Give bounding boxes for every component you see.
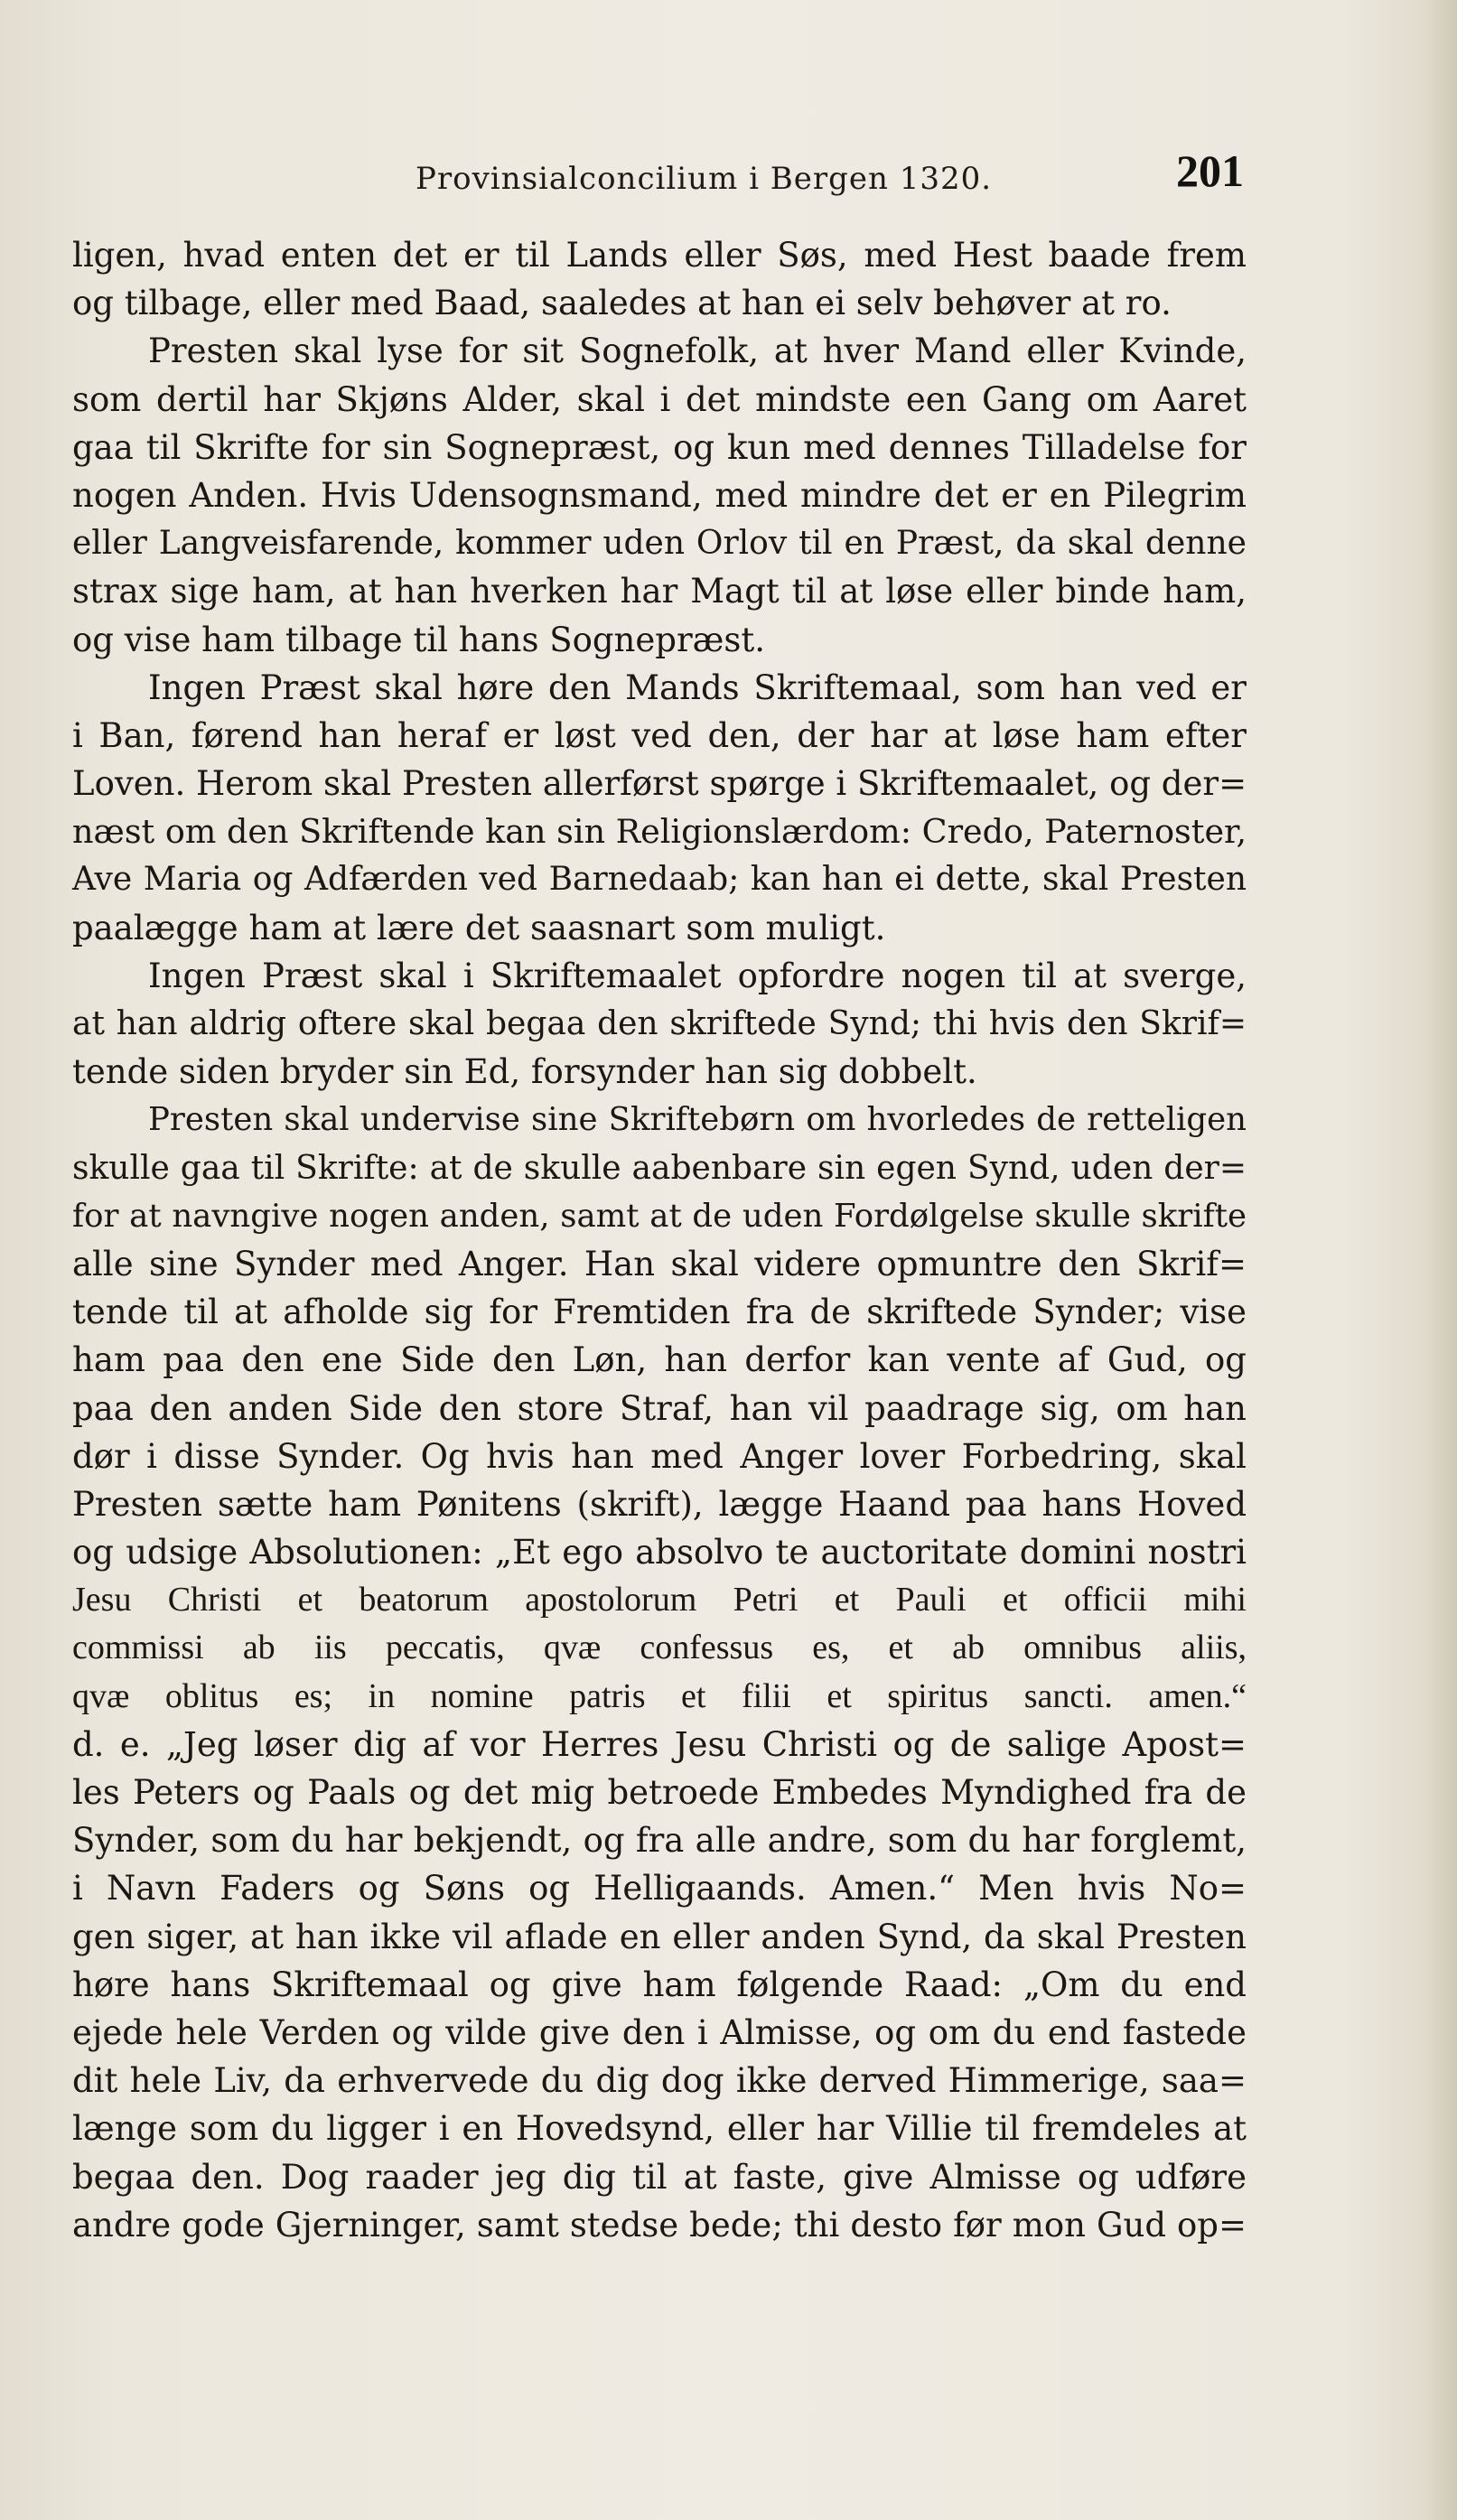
text-line: længe som du ligger i en Hovedsynd, eller har Villie til fremdeles at xyxy=(72,2109,1247,2149)
text-line: Synder, som du har bekjendt, og fra alle andre, som du har forglemt, xyxy=(72,1821,1247,1861)
text-line: alle sine Synder med Anger. Han skal videre opmuntre den Skrif= xyxy=(72,1244,1247,1283)
text-line: tende siden bryder sin Ed, forsynder han sig dobbelt. xyxy=(72,1052,977,1092)
latin-text-line: commissi ab iis peccatis, qvæ confessus es, et ab omnibus aliis, xyxy=(72,1629,1247,1667)
text-line: Ave Maria og Adfærden ved Barnedaab; kan han ei dette, skal Presten xyxy=(72,861,1247,899)
text-line: ham paa den ene Side den Løn, han derfor kan vente af Gud, og xyxy=(72,1340,1247,1380)
text-line: gaa til Skrifte for sin Sognepræst, og kun med dennes Tilladelse for xyxy=(72,427,1247,467)
page-header xyxy=(72,135,1247,208)
text-line: og udsige Absolutionen: „Et ego absolvo te auctoritate domini nostri xyxy=(72,1533,1247,1573)
text-line: paa den anden Side den store Straf, han vil paadrage sig, om han xyxy=(72,1388,1247,1428)
text-line: les Peters og Paals og det mig betroede Embedes Myndighed fra de xyxy=(72,1773,1247,1812)
body-text xyxy=(72,231,1247,2249)
text-line: og tilbage, eller med Baad, saaledes at han ei selv behøver at ro. xyxy=(72,284,1172,323)
text-line: paalægge ham at lære det saasnart som muligt. xyxy=(72,908,886,947)
page-edge-shadow xyxy=(1421,0,1457,2520)
latin-text-line: qvæ oblitus es; in nomine patris et filii et spiritus sancti. amen.“ xyxy=(72,1676,1247,1715)
text-line: strax sige ham, at han hverken har Magt til at løse eller binde ham, xyxy=(72,572,1247,611)
text-line: Presten skal lyse for sit Sognefolk, at hver Mand eller Kvinde, xyxy=(148,331,1247,371)
text-line: ligen, hvad enten det er til Lands eller Søs, med Hest baade frem xyxy=(72,236,1247,275)
latin-text-line: Jesu Christi et beatorum apostolorum Petri et Pauli et officii mihi xyxy=(72,1581,1247,1619)
text-line: d. e. „Jeg løser dig af vor Herres Jesu Christi og de salige Apost= xyxy=(72,1724,1247,1764)
text-line: og vise ham tilbage til hans Sognepræst. xyxy=(72,620,766,659)
text-line: dit hele Liv, da erhvervede du dig dog ikke derved Himmerige, saa= xyxy=(72,2061,1247,2101)
text-line: som dertil har Skjøns Alder, skal i det mindste een Gang om Aaret xyxy=(72,379,1247,419)
text-line: Presten skal undervise sine Skriftebørn om hvorledes de retteligen xyxy=(148,1101,1247,1139)
running-head: Provinsialconcilium i Bergen 1320. xyxy=(416,161,993,197)
text-line: i Navn Faders og Søns og Helligaands. Amen.“ Men hvis No= xyxy=(72,1869,1247,1909)
text-line: dør i disse Synder. Og hvis han med Anger lover Forbedring, skal xyxy=(72,1436,1247,1476)
text-line: at han aldrig oftere skal begaa den skriftede Synd; thi hvis den Skrif= xyxy=(72,1005,1247,1042)
text-line: gen siger, at han ikke vil aflade en eller anden Synd, da skal Presten xyxy=(72,1917,1247,1956)
page-number: 201 xyxy=(1176,145,1244,196)
text-line: ejede hele Verden og vilde give den i Almisse, og om du end fastede xyxy=(72,2012,1247,2052)
text-line: for at navngive nogen anden, samt at de uden Fordølgelse skulle skrifte xyxy=(72,1197,1247,1235)
text-line: Ingen Præst skal høre den Mands Skriftemaal, som han ved er xyxy=(148,667,1247,707)
text-line: nogen Anden. Hvis Udensognsmand, med mindre det er en Pilegrim xyxy=(72,475,1247,515)
text-line: næst om den Skriftende kan sin Religionslærdom: Credo, Paternoster, xyxy=(72,812,1247,852)
text-line: eller Langveisfarende, kommer uden Orlov til en Præst, da skal denne xyxy=(72,525,1247,563)
text-line: Presten sætte ham Pønitens (skrift), lægge Haand paa hans Hoved xyxy=(72,1484,1247,1524)
text-line: andre gode Gjerninger, samt stedse bede; thi desto før mon Gud op= xyxy=(72,2205,1247,2245)
text-line: skulle gaa til Skrifte: at de skulle aabenbare sin egen Synd, uden der= xyxy=(72,1149,1247,1187)
text-line: Ingen Præst skal i Skriftemaalet opfordre nogen til at sverge, xyxy=(148,956,1247,995)
text-line: begaa den. Dog raader jeg dig til at faste, give Almisse og udføre xyxy=(72,2157,1247,2197)
text-line: Loven. Herom skal Presten allerførst spørge i Skriftemaalet, og der= xyxy=(72,764,1247,804)
text-line: høre hans Skriftemaal og give ham følgende Raad: „Om du end xyxy=(72,1965,1247,2004)
text-line: i Ban, førend han heraf er løst ved den, der har at løse ham efter xyxy=(72,715,1247,755)
text-line: tende til at afholde sig for Fremtiden fra de skriftede Synder; vise xyxy=(72,1293,1247,1332)
